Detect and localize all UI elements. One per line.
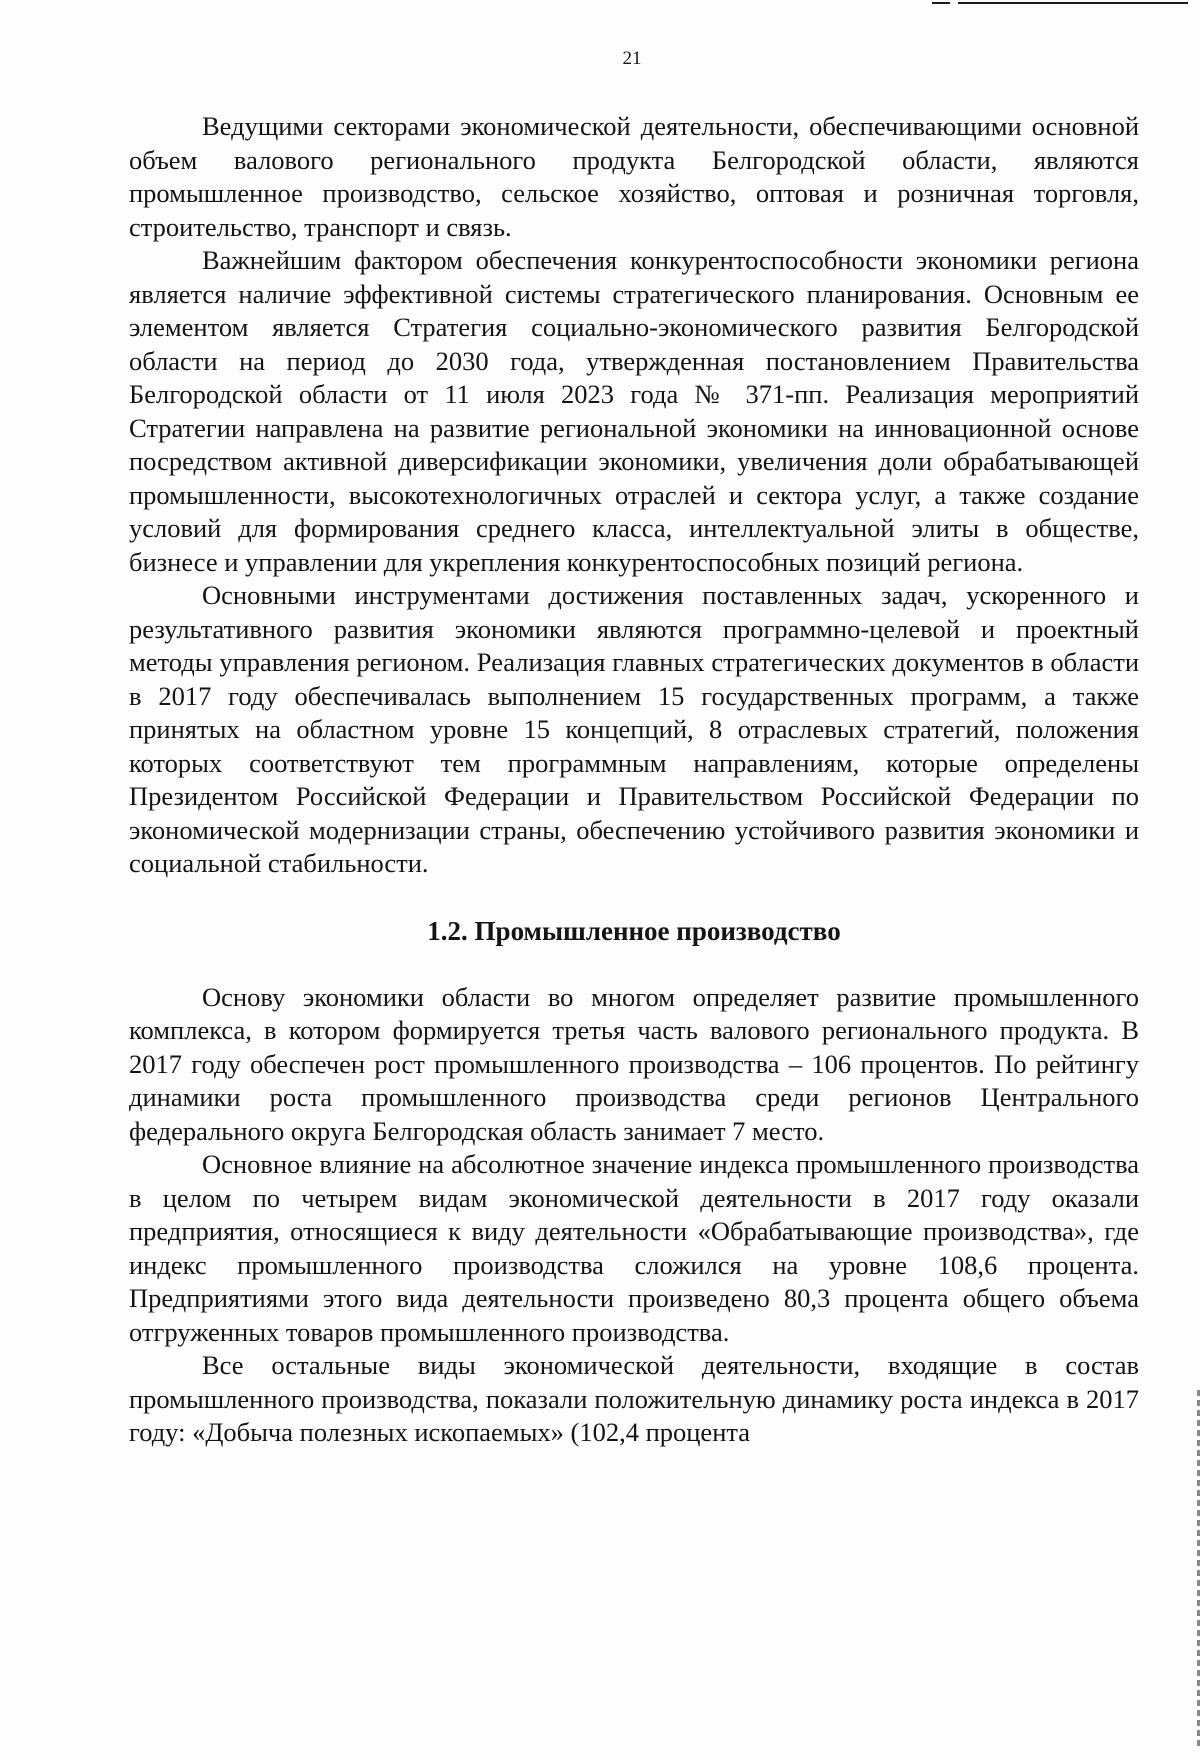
paragraph-manufacturing-index: Основное влияние на абсолютное значение индекса промышленного производства в целом по четырем видам экономической деятельности в 2017 году оказали предприятия, относящиеся к виду деятельности «Обрабатывающие производства», где индекс промышленного производства сложился на уровне 108,6 процента. Предприятиями этого вида деятельности произведено 80,3 процента общего объема отгруженных товаров промышленного производства. (129, 1149, 1139, 1347)
paragraph-strategic-planning: Важнейшим фактором обеспечения конкурентоспособности экономики региона является наличие эффективной системы стратегического планирования. Основным ее элементом является Стратегия социально-экономического развития Белгородской области на период до 2030 года, утвержденная постановлением Правительства Белгородской области от 11 июля 2023 года № 371-пп. Реализация мероприятий Стратегии направлена на развитие региональной экономики на инновационной основе посредством активной диверсификации экономики, увеличения доли обрабатывающей промышленности, высокотехнологичных отраслей и сектора услуг, а также создание условий для формирования среднего класса, интеллектуальной элиты в обществе, бизнесе и управлении для укрепления конкурентоспособных позиций региона. (129, 245, 1139, 577)
page-number: 21 (622, 48, 642, 69)
paragraph-leading-sectors: Ведущими секторами экономической деятельности, обеспечивающими основной объем валового регионального продукта Белгородской области, являются промышленное производство, сельское хозяйство, оптовая и розничная торговля, строительство, транспорт и связь. (129, 111, 1139, 242)
paragraph-program-instruments: Основными инструментами достижения поставленных задач, ускоренного и результативного развития экономики являются программно-целевой и проектный методы управления регионом. Реализация главных стратегических документов в области в 2017 году обеспечивалась выполнением 15 государственных программ, а также принятых на областном уровне 15 концепций, 8 отраслевых стратегий, положения которых соответствуют тем программным направлениям, которые определены Президентом Российской Федерации и Правительством Российской Федерации по экономической модернизации страны, обеспечению устойчивого развития экономики и социальной стабильности. (129, 580, 1139, 878)
section-heading: 1.2. Промышленное производство (427, 915, 841, 946)
paragraph-industrial-complex: Основу экономики области во многом определяет развитие промышленного комплекса, в котором формируется третья часть валового регионального продукта. В 2017 году обеспечен рост промышленного производства – 106 процентов. По рейтингу динамики роста промышленного производства среди регионов Центрального федерального округа Белгородская область занимает 7 место. (129, 981, 1139, 1146)
scan-edge-mark (932, 2, 950, 4)
scan-edge-line (958, 2, 1188, 4)
document-body (129, 110, 1139, 1450)
paragraph-other-activities: Все остальные виды экономической деятельности, входящие в состав промышленного производства, показали положительную динамику роста индекса в 2017 году: «Добыча полезных ископаемых» (102,4 процента (129, 1350, 1139, 1447)
